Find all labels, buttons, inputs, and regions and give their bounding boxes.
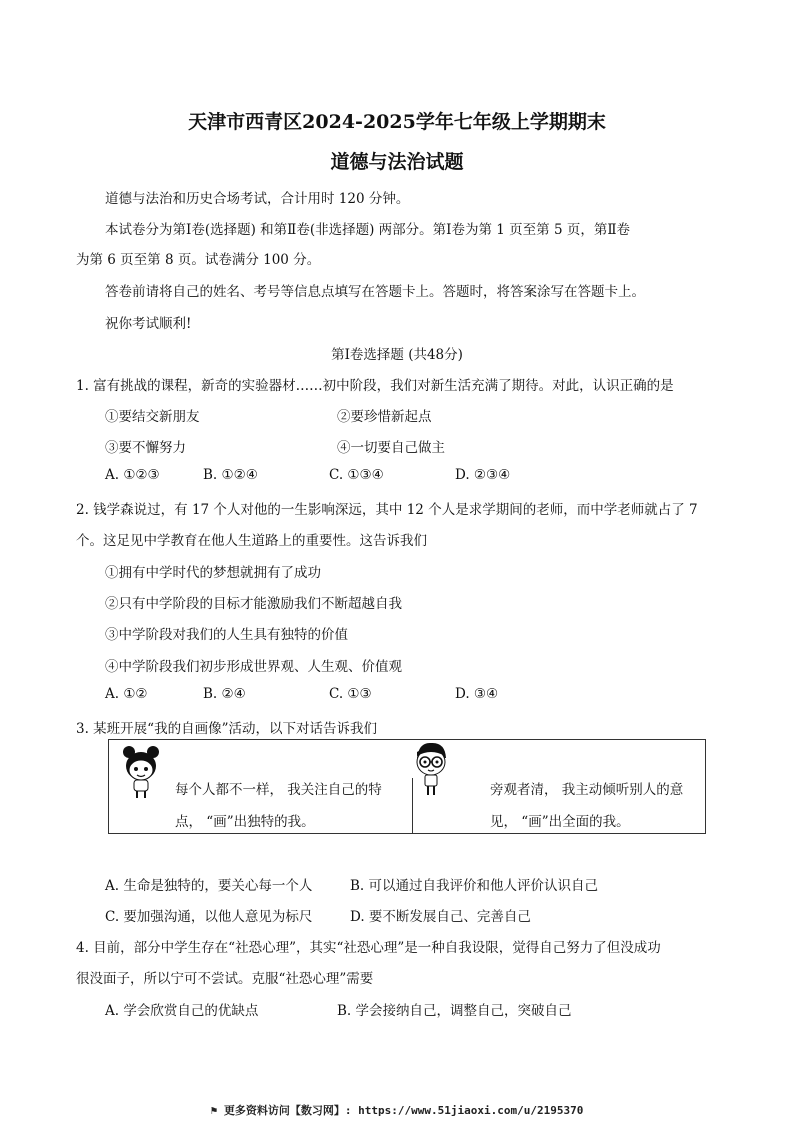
instruction-line: 答卷前请将自己的姓名、考号等信息点填写在答题卡上。答题时，将答案涂写在答题卡上。 [105, 284, 645, 300]
instruction-line: 本试卷分为第Ⅰ卷(选择题) 和第Ⅱ卷(非选择题) 两部分。第Ⅰ卷为第 1 页至第 5 页，第Ⅱ卷 [105, 222, 631, 238]
question-1-item: ①要结交新朋友 [105, 409, 200, 425]
option-c[interactable]: C. ①③ [329, 686, 372, 702]
question-2-item: ①拥有中学时代的梦想就拥有了成功 [105, 565, 321, 581]
option-b[interactable]: B. 可以通过自我评价和他人评价认识自己 [350, 878, 599, 894]
dialog-box [108, 739, 706, 834]
page-subtitle: 道德与法治试题 [330, 151, 464, 173]
option-c[interactable]: C. ①③④ [329, 467, 384, 483]
footer-text: 更多资料访问【数习网】: https://www.51jiaoxi.com/u/2195370 [223, 1104, 584, 1117]
option-b[interactable]: B. ①②④ [203, 467, 258, 483]
question-4-stem: 4. 目前，部分中学生存在“社恐心理”，其实“社恐心理”是一种自我设限，觉得自己努力了但没成功 [76, 940, 661, 956]
page-title: 天津市西青区2024-2025学年七年级上学期期末 [188, 111, 606, 133]
question-1-item: ③要不懈努力 [105, 440, 186, 456]
question-2-stem: 2. 钱学森说过，有 17 个人对他的一生影响深远，其中 12 个人是求学期间的老师，而中学老师就占了 7 [76, 502, 698, 518]
dialog-left-line: 每个人都不一样， 我关注自己的特 [175, 782, 382, 798]
girl-cartoon-icon [119, 744, 163, 800]
section-title: 第Ⅰ卷选择题 (共48分) [331, 347, 463, 363]
question-2-stem: 个。这足见中学教育在他人生道路上的重要性。这告诉我们 [76, 533, 427, 549]
question-3-stem: 3. 某班开展“我的自画像”活动，以下对话告诉我们 [76, 721, 377, 737]
question-2-item: ④中学阶段我们初步形成世界观、人生观、价值观 [105, 659, 402, 675]
option-a[interactable]: A. 生命是独特的，要关心每一个人 [105, 878, 313, 894]
option-b[interactable]: B. ②④ [203, 686, 246, 702]
question-1-stem: 1. 富有挑战的课程，新奇的实验器材……初中阶段，我们对新生活充满了期待。对此，认识正确的是 [76, 378, 674, 394]
option-b[interactable]: B. 学会接纳自己，调整自己，突破自己 [337, 1003, 572, 1019]
instruction-line: 祝你考试顺利! [105, 316, 192, 332]
option-a[interactable]: A. 学会欣赏自己的优缺点 [105, 1003, 259, 1019]
question-4-stem: 很没面子，所以宁可不尝试。克服“社恐心理”需要 [76, 971, 374, 987]
question-2-item: ②只有中学阶段的目标才能激励我们不断超越自我 [105, 596, 402, 612]
option-c[interactable]: C. 要加强沟通，以他人意见为标尺 [105, 909, 313, 925]
dialog-right-line: 见， “画”出全面的我。 [490, 814, 630, 830]
instruction-line: 为第 6 页至第 8 页。试卷满分 100 分。 [76, 252, 321, 268]
dialog-left-line: 点， “画”出独特的我。 [175, 814, 315, 830]
question-2-item: ③中学阶段对我们的人生具有独特的价值 [105, 627, 348, 643]
option-d[interactable]: D. ②③④ [455, 467, 511, 483]
instruction-line: 道德与法治和历史合场考试，合计用时 120 分钟。 [105, 191, 410, 207]
option-a[interactable]: A. ①②③ [105, 467, 160, 483]
boy-cartoon-icon [409, 740, 453, 798]
flag-icon: ⚑ [210, 1104, 218, 1117]
footer-link[interactable] [0, 1102, 794, 1118]
dialog-right-line: 旁观者清， 我主动倾听别人的意 [490, 782, 684, 798]
option-d[interactable]: D. ③④ [455, 686, 499, 702]
question-1-item: ④一切要自己做主 [337, 440, 445, 456]
option-a[interactable]: A. ①② [105, 686, 148, 702]
question-1-item: ②要珍惜新起点 [337, 409, 432, 425]
option-d[interactable]: D. 要不断发展自己、完善自己 [350, 909, 531, 925]
